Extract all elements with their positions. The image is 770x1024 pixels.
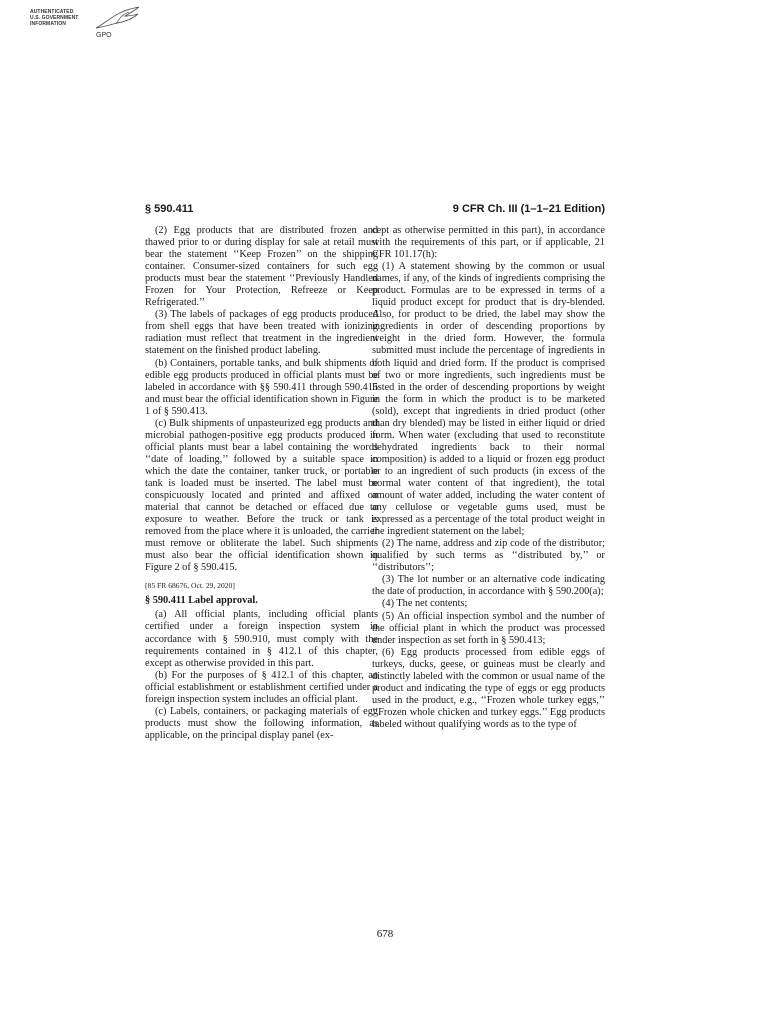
- paragraph: (2) Egg products that are distributed frozen and thawed prior to or during display for sale at retail must bear the statement ‘‘Keep Frozen’’ on the shipping container. Consumer-sized containers for such egg products must bear the statement ‘‘Previously Handled Frozen for Your Protection, Refreeze or Keep Refrigerated.’’: [145, 225, 378, 309]
- logo-line: INFORMATION: [30, 21, 67, 27]
- paragraph: (c) Bulk shipments of unpasteurized egg products and microbial pathogen-positive egg products produced in official plants must bear a label containing the words ‘‘date of loading,’’ followed by a suitable space in which the date the container, tanker truck, or portable tank is loaded must be inserted. The label must be conspicuously located and printed and affixed on material that cannot be detached or effaced due to exposure to weather. Before the truck or tank is removed from the place where it is unloaded, the carrier must remove or obliterate the label. Such shipments must also bear the official identification shown in Figure 2 of § 590.415.: [145, 417, 378, 574]
- paragraph: (2) The name, address and zip code of the distributor; qualified by such terms as ‘‘distributed by,’’ or ‘‘distributors’’;: [372, 538, 605, 574]
- paragraph: (3) The lot number or an alternative code indicating the date of production, in accordance with § 590.200(a);: [372, 574, 605, 598]
- citation: [85 FR 68676, Oct. 29, 2020]: [145, 581, 235, 591]
- page-number: 678: [376, 928, 394, 940]
- paragraph: (4) The net contents;: [382, 598, 468, 610]
- paragraph: cept as otherwise permitted in this part), in accordance with the requirements of this part, or if applicable, 21 CFR 101.17(h):: [372, 225, 605, 261]
- header-section-number: § 590.411: [145, 203, 194, 215]
- paragraph: (b) Containers, portable tanks, and bulk shipments of edible egg products produced in official plants must be labeled in accordance with §§ 590.411 through 590.415 and must bear the official identification shown in Figure 1 of § 590.413.: [145, 357, 378, 417]
- paragraph: (6) Egg products processed from edible eggs of turkeys, ducks, geese, or guineas must be clearly and distinctly labeled with the common or usual name of the product and indicating the type of eggs or egg products used in the product, e.g., ‘‘Frozen whole turkey eggs,’’ ‘‘Frozen whole chicken and turkey eggs.’’ Egg products labeled without qualifying words as to the type of: [372, 646, 605, 730]
- right-column: [372, 225, 605, 731]
- paragraph: (a) All official plants, including official plants certified under a foreign inspection system in accordance with § 590.910, must comply with the requirements contained in § 412.1 of this chapter, except as otherwise provided in this part.: [145, 609, 378, 669]
- paragraph: (5) An official inspection symbol and the number of the official plant in which the product was processed under inspection as set forth in § 590.413;: [372, 610, 605, 646]
- eagle-icon: [92, 4, 142, 34]
- paragraph: (c) Labels, containers, or packaging materials of egg products must show the following information, as applicable, on the principal display panel (ex-: [145, 705, 378, 741]
- gpo-mark: GPO: [96, 32, 112, 39]
- section-heading: § 590.411 Label approval.: [145, 595, 258, 607]
- gpo-authentication-logo: [30, 4, 142, 48]
- logo-line: AUTHENTICATED: [30, 9, 74, 15]
- paragraph: (b) For the purposes of § 412.1 of this chapter, an official establishment or establishment certified under a foreign inspection system includes an official plant.: [145, 669, 378, 705]
- left-column: [145, 225, 378, 742]
- paragraph: (1) A statement showing by the common or usual names, if any, of the kinds of ingredients comprising the product. Formulas are to be expressed in terms of a liquid product except for product that is dry-blended. Also, for product to be dried, the label may show the ingredients in order of descending proportions by weight in the dried form. However, the formula submitted must include the percentage of ingredients in both liquid and dried form. If the product is comprised of two or more ingredients, such ingredients must be listed in the order of descending proportions by weight in the form in which the product is to be marketed (sold), except that ingredients in dried product (other than dry blended) may be listed in either liquid or dried form. When water (excluding that used to reconstitute dehydrated ingredients back to their normal composition) is added to a liquid or frozen egg product or to an ingredient of such products (in excess of the normal water content of that ingredient), the total amount of water added, including the water content of any cellulose or vegetable gums used, must be expressed as a percentage of the total product weight in the ingredient statement on the label;: [372, 261, 605, 538]
- header-title: 9 CFR Ch. III (1–1–21 Edition): [452, 203, 605, 215]
- page-header: [145, 203, 605, 219]
- logo-line: U.S. GOVERNMENT: [30, 15, 79, 21]
- paragraph: (3) The labels of packages of egg products produced from shell eggs that have been treated with ionizing radiation must reflect that treatment in the ingredient statement on the finished product labeling.: [145, 309, 378, 357]
